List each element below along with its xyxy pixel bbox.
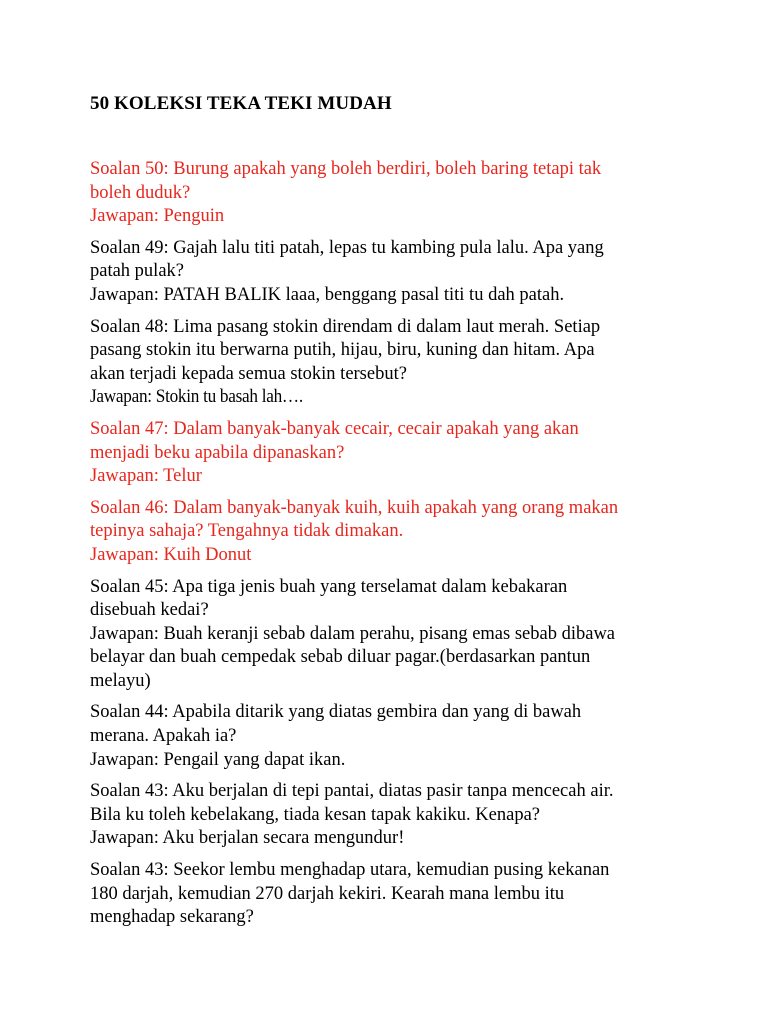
riddle-entry-47 — [90, 418, 690, 489]
question-line: Soalan 47: Dalam banyak-banyak cecair, cecair apakah yang akan — [90, 418, 579, 439]
question-line: menjadi beku apabila dipanaskan? — [90, 442, 345, 463]
question-line: pasang stokin itu berwarna putih, hijau, biru, kuning dan hitam. Apa — [90, 340, 595, 361]
question-line: Soalan 44: Apabila ditarik yang diatas gembira dan yang di bawah — [90, 702, 582, 723]
question-line: Soalan 46: Dalam banyak-banyak kuih, kuih apakah yang orang makan — [90, 497, 619, 518]
answer-line: Jawapan: Penguin — [90, 206, 225, 227]
riddle-entry-48 — [90, 316, 690, 410]
answer-line: Jawapan: Pengail yang dapat ikan. — [90, 749, 346, 770]
question-line: Soalan 49: Gajah lalu titi patah, lepas tu kambing pula lalu. Apa yang — [90, 237, 604, 258]
answer-line: belayar dan buah cempedak sebab diluar pagar.(berdasarkan pantun — [90, 647, 591, 668]
riddle-entry-49 — [90, 237, 690, 308]
riddle-entry-44 — [90, 701, 690, 772]
question-line: merana. Apakah ia? — [90, 726, 237, 747]
document-title: 50 KOLEKSI TEKA TEKI MUDAH — [90, 93, 392, 114]
riddle-entry-45 — [90, 576, 690, 694]
answer-line: melayu) — [90, 670, 151, 691]
question-line: Soalan 43: Seekor lembu menghadap utara, kemudian pusing kekanan — [90, 860, 610, 881]
question-line: Soalan 45: Apa tiga jenis buah yang terselamat dalam kebakaran — [90, 576, 568, 597]
answer-line: Jawapan: Buah keranji sebab dalam perahu, pisang emas sebab dibawa — [90, 623, 616, 644]
question-line: boleh duduk? — [90, 182, 191, 203]
riddle-entry-50 — [90, 158, 690, 229]
question-line: Bila ku toleh kebelakang, tiada kesan tapak kakiku. Kenapa? — [90, 804, 540, 825]
question-line: Soalan 50: Burung apakah yang boleh berdiri, boleh baring tetapi tak — [90, 159, 602, 179]
question-line: disebuah kedai? — [90, 600, 209, 621]
question-line: Soalan 43: Aku berjalan di tepi pantai, diatas pasir tanpa mencecah air. — [90, 781, 614, 802]
question-line: tepinya sahaja? Tengahnya tidak dimakan. — [90, 521, 404, 542]
question-line: menghadap sekarang? — [90, 907, 254, 928]
riddle-list — [90, 158, 690, 938]
answer-line: Jawapan: PATAH BALIK laaa, benggang pasal titi tu dah patah. — [90, 284, 565, 305]
question-line: akan terjadi kepada semua stokin tersebut? — [90, 363, 407, 384]
riddle-entry-43b — [90, 859, 690, 930]
answer-line: Jawapan: Telur — [90, 466, 202, 487]
question-line: patah pulak? — [90, 261, 184, 282]
riddle-entry-46 — [90, 497, 690, 568]
answer-line: Jawapan: Aku berjalan secara mengundur! — [90, 828, 405, 849]
answer-line: Jawapan: Kuih Donut — [90, 544, 252, 565]
answer-line: Jawapan: Stokin tu basah lah…. — [90, 387, 303, 408]
question-line: Soalan 48: Lima pasang stokin direndam di dalam laut merah. Setiap — [90, 316, 601, 337]
riddle-entry-43a — [90, 780, 690, 851]
question-line: 180 darjah, kemudian 270 darjah kekiri. Kearah mana lembu itu — [90, 883, 565, 904]
